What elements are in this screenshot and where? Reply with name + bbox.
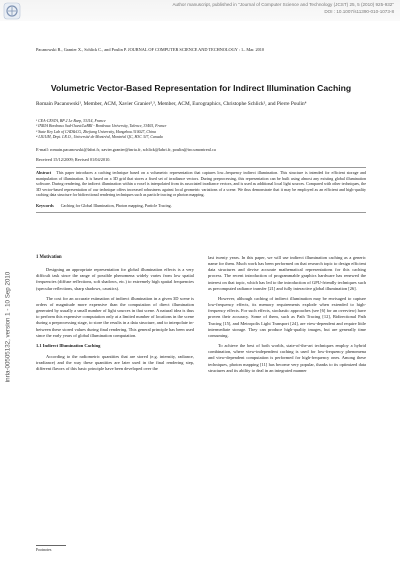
divider (36, 212, 366, 213)
affiliation: ⁴ LIGUM, Dept. I.R.O., Université de Montréal, Montréal QC, H3C 3J7, Canada (36, 135, 163, 140)
paragraph: According to the radiometric quantities that are stored (e.g. intensity, radiance, irradiance) and the way these quantities are later used in the final rendering step, different flavors of this basic principle have been developed over the (36, 354, 194, 372)
keywords (36, 203, 366, 208)
affiliations (36, 119, 366, 141)
affiliation: ² INRIA Bordeaux Sud-Ouest/LaBRI - Bordeaux University, Talence, 33405, France (36, 124, 167, 129)
footnote: Footnotes (36, 548, 52, 552)
affiliation: ¹ CEA-CESTA, BP 2 Le Barp, 33114, France (36, 119, 106, 123)
paragraph: However, although caching of indirect illumination may be envisaged to capture low-frequency effects, its memory requirements explode when extended to high-frequency effects. For such effects, stochastic approaches (see [6] for an overview) have proven their accuracy. Some of them, such as Path Tracing [12], Bidirectional Path Tracing [15], and Metropolis Light Transport [24], are view-dependent and require little intermediate storage. They can produce high-quality images, but are generally time consuming. (208, 295, 366, 338)
received-date: Received 15/12/2009; Revised 01/04/2010. (36, 157, 111, 162)
paper-title: Volumetric Vector-Based Representation for Indirect Illumination Caching (50, 83, 352, 93)
email-line: E-mail: romain.pacanowski@labri.fr, xavier.granier@inria.fr, schlick@labri.fr, poulin@iro.umontreal.ca (36, 147, 216, 152)
affiliation: ³ State Key Lab of CAD&CG, Zhejiang University, Hangzhou 310027, China (36, 129, 156, 134)
publication-line: Author manuscript, published in "Journal of Computer Science and Technology (JCST) 25, 5 (2010) 925-932" (172, 2, 394, 7)
abstract (36, 170, 366, 198)
paragraph: The cost for an accurate estimation of indirect illumination in a given 3D scene is orders of magnitude more expensive than the computation of direct illumination generated by usually a small number of light sources in that scene. A natural idea is thus to perform this expensive computation only at a limited number of locations in the scene during a preprocessing stage, to store the results in a data structure, and to interpolate in-between these stored values during final rendering. This general principle has been used since the early years of global illumination computation. (36, 295, 194, 338)
left-column (36, 255, 194, 377)
doi-line: DOI : 10.1007/s11390-010-1073-8 (324, 8, 394, 14)
section-heading: 1 Motivation (36, 255, 62, 260)
paragraph: To achieve the best of both worlds, state-of-the-art techniques employ a hybrid combination, where view-independent caching is used for low-frequency phenomena and view-dependent computation is performed for high-frequency ones. Among these techniques, photon mapping [11] has become very popular, thanks to its optimized data structures and its ability to deal in an integrated manner (208, 343, 366, 373)
author-list: Romain Pacanowski¹, Member, ACM, Xavier Granier²,³, Member, ACM, Eurographics, Christophe Schlick², and Pierre Poulin⁴ (36, 101, 307, 107)
running-head: Pacanowski R., Granier X., Schlick C., and Poulin P. JOURNAL OF COMPUTER SCIENCE AND TECHNOLOGY : 1– Mar. 2010 (36, 47, 265, 52)
abstract-text: This paper introduces a caching technique based on a volumetric representation that captures low–frequency indirect illumination. This structure is intended for efficient storage and manipulation of illumination. It is based on a 3D grid that stores a fixed set of irradiance vectors. During preprocessing, this representation can be built using almost any existing global illumination software. During rendering, the indirect illumination within a voxel is interpolated from its associated irradiance vectors, and is used as additional local light sources. Compared with other techniques, the 3D vector-based representation of our technique offers increased robustness against local geometric variations of a scene. We thus demonstrate that it may be employed as an efficient and high-quality caching data structure for bidirectional rendering techniques such as particle tracing or photon mapping. (36, 170, 366, 198)
footnote-rule (36, 545, 66, 546)
keywords-label: Keywords (36, 203, 54, 208)
keywords-text: Caching for Global Illumination, Photon mapping, Particle Tracing. (60, 203, 172, 208)
hal-logo-icon (3, 2, 21, 20)
archive-stamp (2, 212, 14, 442)
subsection-heading: 1.1 Indirect Illumination Caching (36, 342, 101, 348)
archive-id: inria-00505132, version 1 - 10 Sep 2010 (4, 271, 12, 383)
right-column (208, 255, 366, 378)
paragraph: Designing an appropriate representation for global illumination effects is a very difficult task since the range of possible phenomena widely varies from low spatial frequencies (diffuse reflections, soft shadows, etc.) to extremely high spatial frequencies (specular reflections, sharp shadows, caustics). (36, 267, 194, 291)
abstract-label: Abstract (36, 170, 52, 175)
paragraph: last twenty years. In this paper, we will use indirect illumination caching as a generic name for them. Much work has been performed on that research topic to design efficient data structures and devise accurate mathematical representations for this caching process. The recent introduction of programmable graphics hardware has renewed the interest on that topic, which has led to the introduction of GPU-friendly techniques such as precomputed radiance transfer [21] and fully interactive global illumination [26]. (208, 255, 366, 291)
divider (36, 167, 366, 168)
publication-info (172, 2, 394, 15)
